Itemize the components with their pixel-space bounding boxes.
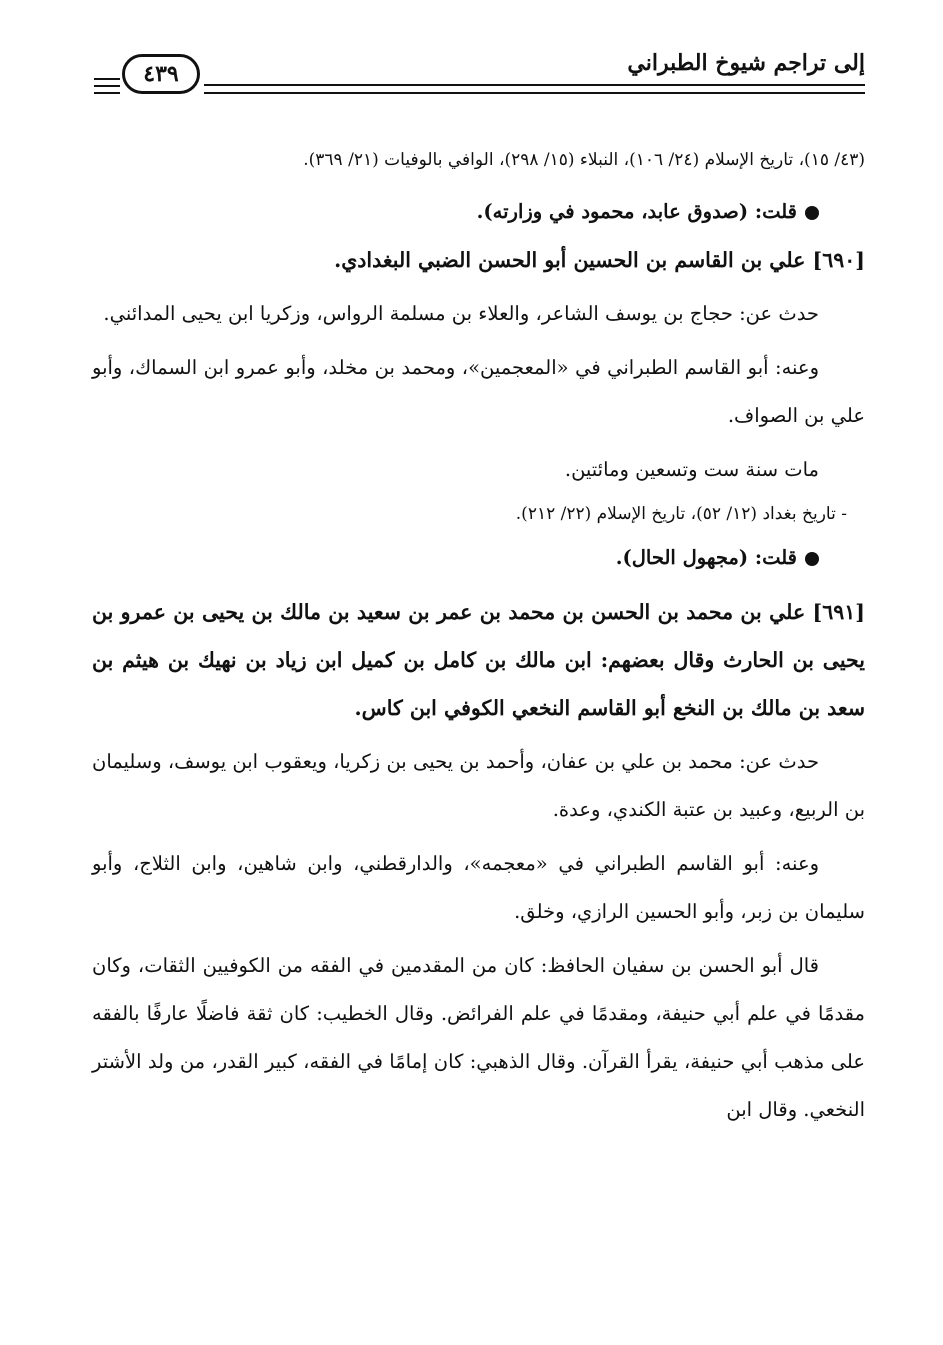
entry-691-heading: [٦٩١] علي بن محمد بن الحسن بن محمد بن عمر بن سعيد بن مالك بن يحيى بن عمرو بن يحيى بن الحارث وقال بعضهم: ابن مالك بن كامل بن كميل ابن زياد بن نهيك بن هيثم بن سعد بن مالك بن النخع أبو القاسم النخعي الكوفي ابن كاس. (92, 600, 865, 720)
verdict-text: قلت: (صدوق عابد، محمود في وزارته). (476, 200, 797, 223)
entry-690-death: مات سنة ست وتسعين ومائتين. (564, 458, 819, 481)
entry-690-references: - تاريخ بغداد (١٢/ ٥٢)، تاريخ الإسلام (٢٢/ ٢١٢). (515, 504, 847, 524)
header-left-tick-top (94, 78, 120, 80)
page-number-badge: ٤٣٩ (122, 54, 200, 94)
entry-691-scholar-opinions: قال أبو الحسن بن سفيان الحافظ: كان من المقدمين في الفقه من الكوفيين الثقات، وكان مقدمًا في علم أبي حنيفة، ومقدمًا في علم الفرائض. وقال الخطيب: كان ثقة فاضلًا عارفًا بالفقه على مذهب أبي حنيفة، يقرأ القرآن. وقال الذهبي: كان إمامًا في الفقه، كبير القدر، من ولد الأشتر النخعي. وقال ابن (92, 954, 865, 1121)
references-continued: (٤٣/ ١٥)، تاريخ الإسلام (٢٤/ ١٠٦)، النبلاء (١٥/ ٢٩٨)، الوافي بالوفيات (٢١/ ٣٦٩). (303, 150, 865, 170)
bullet-icon (805, 552, 819, 566)
header-rule-bottom (204, 92, 865, 94)
verdict-text: قلت: (مجهول الحال). (615, 546, 797, 569)
entry-691-students: وعنه: أبو القاسم الطبراني في «معجمه»، والدارقطني، وابن شاهين، وابن الثلاج، وأبو سليمان بن زبر، وأبو الحسين الرازي، وخلق. (92, 852, 865, 923)
entry-690-students: وعنه: أبو القاسم الطبراني في «المعجمين»، ومحمد بن مخلد، وأبو عمرو ابن السماك، وأبو علي بن الصواف. (92, 356, 865, 427)
header-left-tick-bottom (94, 92, 120, 94)
verdict-line (92, 188, 865, 236)
entry-690-heading: [٦٩٠] علي بن القاسم بن الحسين أبو الحسن الضبي البغدادي. (334, 248, 865, 272)
verdict-line (92, 534, 865, 582)
entry-691-teachers: حدث عن: محمد بن علي بن عفان، وأحمد بن يحيى بن زكريا، ويعقوب ابن يوسف، وسليمان بن الربيع، وعبيد بن عتبة الكندي، وعدة. (92, 750, 865, 821)
entry-690-teachers: حدث عن: حجاج بن يوسف الشاعر، والعلاء بن مسلمة الرواس، وزكريا ابن يحيى المدائني. (103, 302, 819, 325)
header-left-tick-middle (94, 85, 120, 87)
bullet-icon (805, 206, 819, 220)
header-rule-top (204, 84, 865, 86)
page-content (92, 138, 865, 1134)
running-header-title: إلى تراجم شيوخ الطبراني (627, 50, 865, 76)
